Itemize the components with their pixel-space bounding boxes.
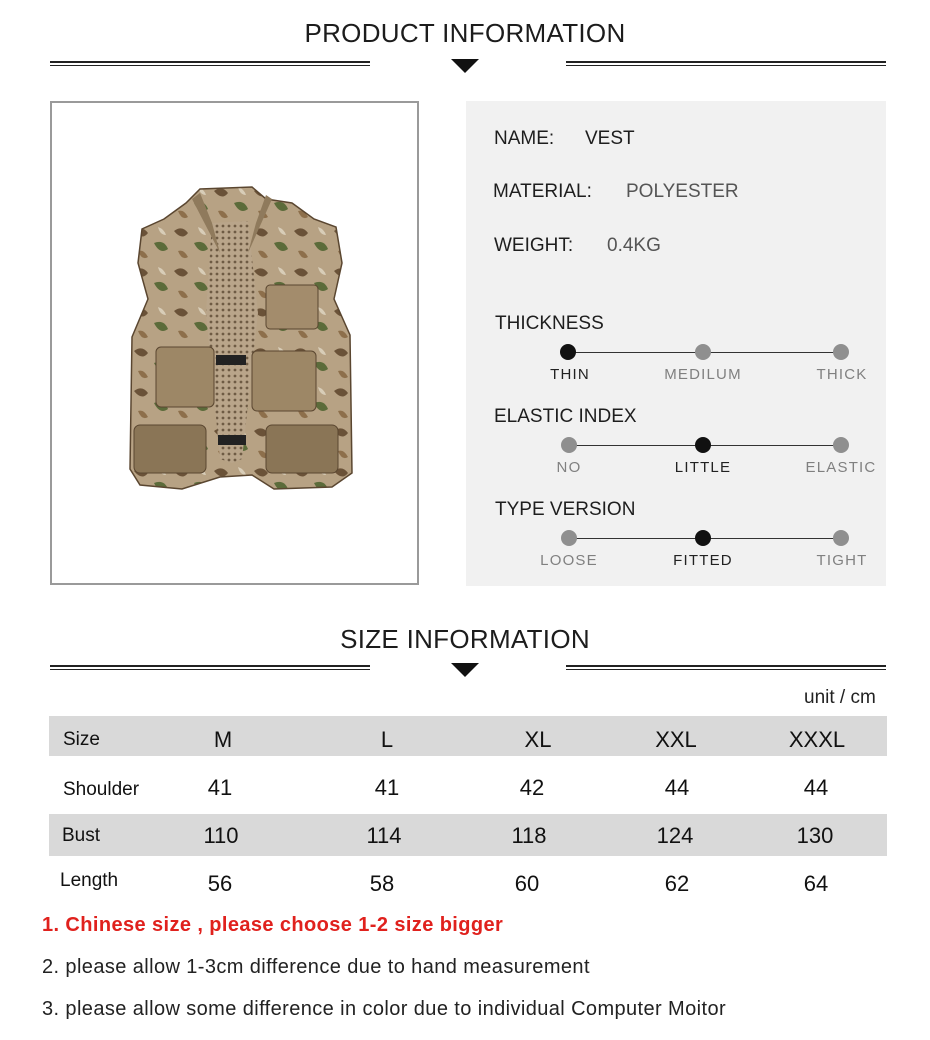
- table-header-row: [49, 716, 887, 756]
- product-photo-frame: [50, 101, 419, 585]
- elastic-dot-little: [695, 437, 711, 453]
- header-xl: XL: [524, 727, 552, 752]
- elastic-dot-elastic: [833, 437, 849, 453]
- header-size: Size: [63, 729, 100, 750]
- elastic-index-title: ELASTIC INDEX: [494, 406, 637, 427]
- size-rule-left: [50, 665, 370, 670]
- thickness-dot-thin: [560, 344, 576, 360]
- down-arrow-icon: [451, 663, 479, 677]
- thickness-label-thin: THIN: [550, 366, 590, 383]
- table-cell: 114: [366, 823, 402, 848]
- table-cell: 64: [803, 871, 829, 896]
- table-cell: 41: [207, 775, 233, 800]
- material-value: POLYESTER: [626, 181, 739, 202]
- header-xxl: XXL: [655, 727, 697, 752]
- thickness-dot-thick: [833, 344, 849, 360]
- table-cell: 58: [369, 871, 395, 896]
- title-rule-left: [50, 61, 370, 66]
- size-information-title: SIZE INFORMATION: [340, 624, 590, 654]
- thickness-label-medilum: MEDILUM: [664, 366, 742, 383]
- type-label-loose: LOOSE: [540, 552, 598, 569]
- elastic-label-little: LITTLE: [674, 459, 732, 476]
- table-cell: 62: [664, 871, 690, 896]
- type-dot-loose: [561, 530, 577, 546]
- type-dot-fitted: [695, 530, 711, 546]
- note-3: 3. please allow some difference in color due to individual Computer Moitor: [42, 998, 727, 1020]
- note-2: 2. please allow 1-3cm difference due to hand measurement: [42, 956, 590, 978]
- title-rule-right: [566, 61, 886, 66]
- header-l: L: [380, 727, 394, 752]
- name-value: VEST: [585, 128, 635, 149]
- down-arrow-icon: [451, 59, 479, 73]
- type-dot-tight: [833, 530, 849, 546]
- weight-value: 0.4KG: [607, 235, 661, 256]
- name-key: NAME:: [494, 128, 555, 149]
- material-key: MATERIAL:: [493, 181, 592, 202]
- elastic-label-no: NO: [556, 459, 582, 476]
- type-version-title: TYPE VERSION: [495, 499, 636, 520]
- type-label-tight: TIGHT: [816, 552, 868, 569]
- row-label-length: Length: [60, 870, 119, 891]
- product-information-title: PRODUCT INFORMATION: [304, 18, 626, 48]
- table-cell: 44: [664, 775, 690, 800]
- table-cell: 44: [803, 775, 829, 800]
- row-label-bust: Bust: [62, 825, 101, 846]
- table-row-bust-bg: [49, 814, 887, 856]
- size-rule-right: [566, 665, 886, 670]
- table-cell: 56: [207, 871, 233, 896]
- elastic-dot-no: [561, 437, 577, 453]
- thickness-label-thick: THICK: [816, 366, 868, 383]
- note-1: 1. Chinese size , please choose 1-2 size bigger: [42, 914, 504, 936]
- table-cell: 130: [796, 823, 834, 848]
- row-label-shoulder: Shoulder: [63, 779, 140, 800]
- header-m: M: [213, 727, 233, 752]
- table-cell: 118: [511, 823, 547, 848]
- unit-label: unit / cm: [804, 687, 876, 708]
- type-label-fitted: FITTED: [673, 552, 733, 569]
- elastic-label-elastic: ELASTIC: [805, 459, 877, 476]
- table-cell: 41: [374, 775, 400, 800]
- table-cell: 60: [514, 871, 540, 896]
- table-cell: 124: [656, 823, 694, 848]
- thickness-title: THICKNESS: [495, 313, 604, 334]
- header-xxxl: XXXL: [788, 727, 846, 752]
- vest-image: [52, 103, 417, 583]
- table-cell: 110: [203, 823, 239, 848]
- thickness-dot-medilum: [695, 344, 711, 360]
- weight-key: WEIGHT:: [494, 235, 574, 256]
- table-cell: 42: [519, 775, 545, 800]
